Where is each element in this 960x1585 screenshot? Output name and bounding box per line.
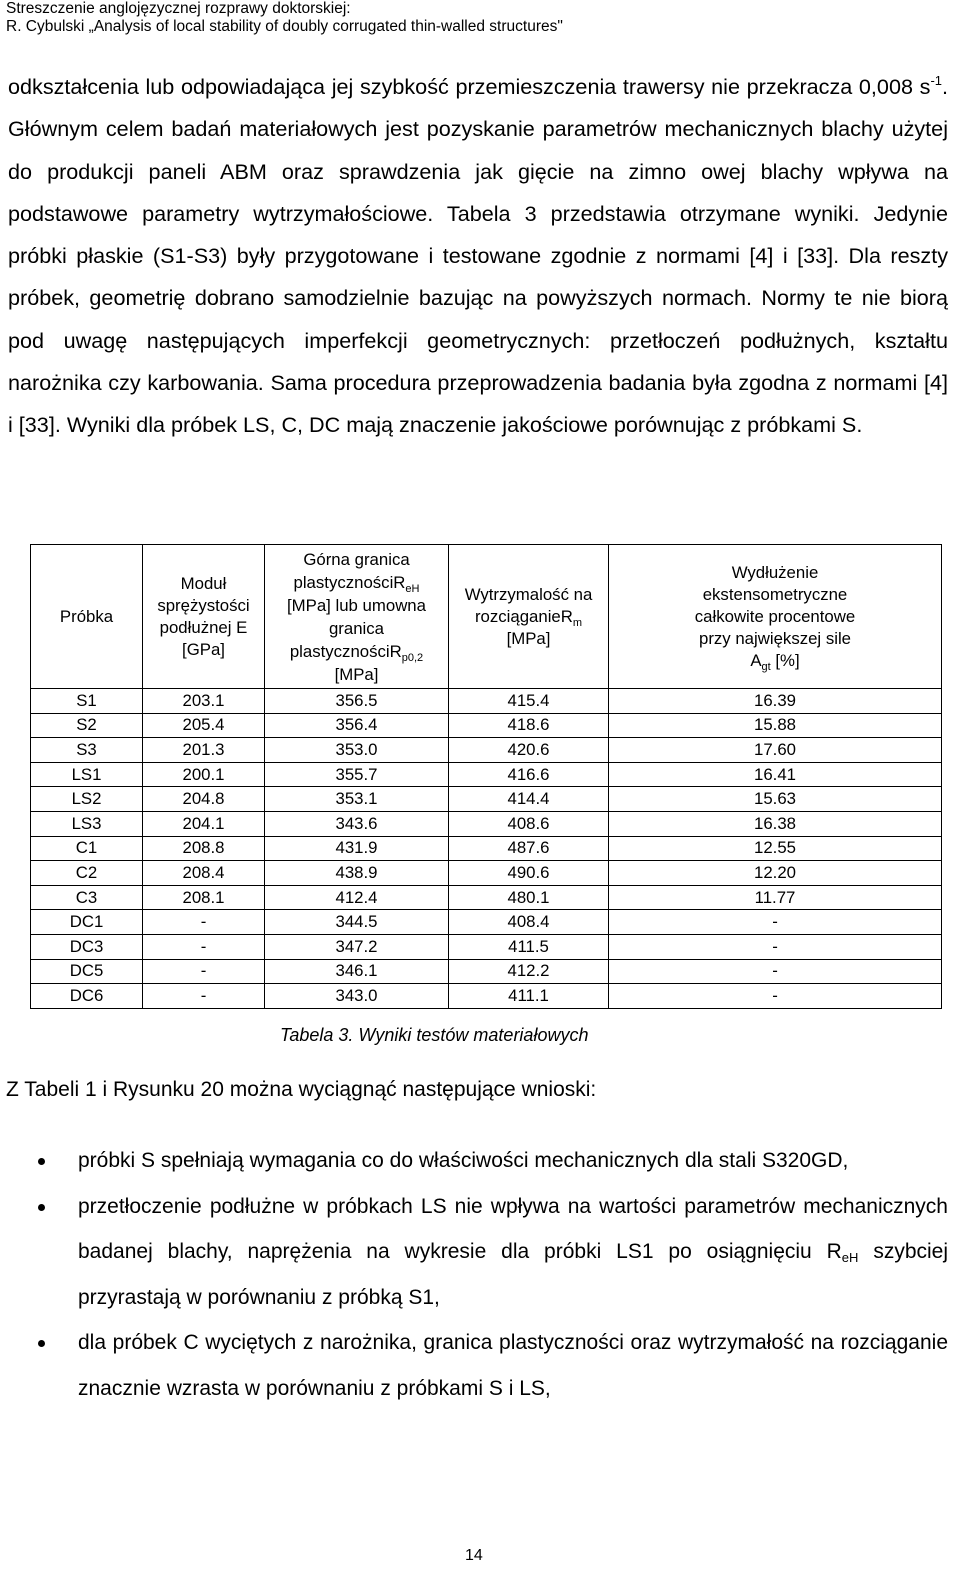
exponent: -1 <box>930 73 942 88</box>
table-row: LS2 204.8 353.1 414.4 15.63 <box>31 787 942 812</box>
body-paragraph: odkształcenia lub odpowiadająca jej szybkość przemieszczenia trawersy nie przekracza 0,008 $s^{-1}$. Głównym celem badań materiałowych jest pozyskanie parametrów mechanicznych blachy użytej do produkcji paneli ABM oraz sprawdzenia jak gięcie na zimno owej blachy wpływa na podstawowe parametry wytrzymałościowe. Tabela 3 przedstawia otrzymane wyniki. Jedynie próbki płaskie (S1-S3) były przygotowane i testowane zgodnie z normami [4] i [33]. Dla reszty próbek, geometrię dobrano samodzielnie bazując na powyższych normach. Normy te nie biorą pod uwagę następujących imperfekcji geometrycznych: przetłoczeń podłużnych, kształtu narożnika czy karbowania. Sama procedura przeprowadzenia badania była zgodna z normami [4] i [33]. Wyniki dla próbek LS, C, DC mają znaczenie jakościowe porównując z próbkami S. <box>8 73 948 438</box>
page-number: 14 <box>465 1547 483 1564</box>
conclusion-list <box>38 1138 948 1412</box>
header-tensile: Wytrzymalość na rozciąganieR$_m$ [MPa] <box>449 545 609 689</box>
table-row: C1 208.8 431.9 487.6 12.55 <box>31 836 942 861</box>
table-row: S2 205.4 356.4 418.6 15.88 <box>31 713 942 738</box>
bullet-icon <box>38 1204 45 1211</box>
table-row: LS3 204.1 343.6 408.6 16.38 <box>31 811 942 836</box>
table-row: DC6 - 343.0 411.1 - <box>31 984 942 1009</box>
list-item: próbki S spełniają wymagania co do właściwości mechanicznych dla stali S320GD, <box>38 1138 948 1184</box>
table-row: S1 203.1 356.5 415.4 16.39 <box>31 689 942 714</box>
header-elongation: Wydłużenie ekstensometryczne całkowite procentowe przy największej sile $A_{gt}$ [%] <box>609 545 942 689</box>
header-modulus: Moduł sprężystości podłużnej E [GPa] <box>143 545 265 689</box>
table-row: LS1 200.1 355.7 416.6 16.41 <box>31 762 942 787</box>
table-row: C3 208.1 412.4 480.1 11.77 <box>31 885 942 910</box>
table-row: DC5 - 346.1 412.2 - <box>31 959 942 984</box>
results-table <box>30 544 942 1009</box>
conclusion-intro: Z Tabeli 1 i Rysunku 20 można wyciągnąć następujące wnioski: <box>6 1078 597 1101</box>
table-row: S3 201.3 353.0 420.6 17.60 <box>31 738 942 763</box>
header-line-1: Streszczenie anglojęzycznej rozprawy doktorskiej: <box>6 0 351 17</box>
header-sample: Próbka <box>31 545 143 689</box>
table-row: DC1 - 344.5 408.4 - <box>31 910 942 935</box>
list-item: przetłoczenie podłużne w próbkach LS nie wpływa na wartości parametrów mechanicznych badanej blachy, naprężenia na wykresie dla próbki LS1 po osiągnięciu $R_{eH}$ szybciej przyrastają w porównaniu z próbką S1, <box>38 1184 948 1321</box>
bullet-icon <box>38 1158 45 1165</box>
bullet-icon <box>38 1340 45 1347</box>
table-header-row <box>31 545 942 689</box>
table-caption: Tabela 3. Wyniki testów materiałowych <box>280 1025 589 1045</box>
table-row: C2 208.4 438.9 490.6 12.20 <box>31 861 942 886</box>
running-header <box>6 0 563 36</box>
list-item: dla próbek C wyciętych z narożnika, granica plastyczności oraz wytrzymałość na rozciąganie znacznie wzrasta w porównaniu z próbkami S i LS, <box>38 1320 948 1411</box>
header-yield: Górna granica plastycznościR$_{eH}$ [MPa] lub umowna granica plastycznościR$_{p0,2}$ [MPa] <box>265 545 449 689</box>
header-line-2: R. Cybulski „Analysis of local stability of doubly corrugated thin-walled structures" <box>6 18 563 35</box>
table-row: DC3 - 347.2 411.5 - <box>31 934 942 959</box>
